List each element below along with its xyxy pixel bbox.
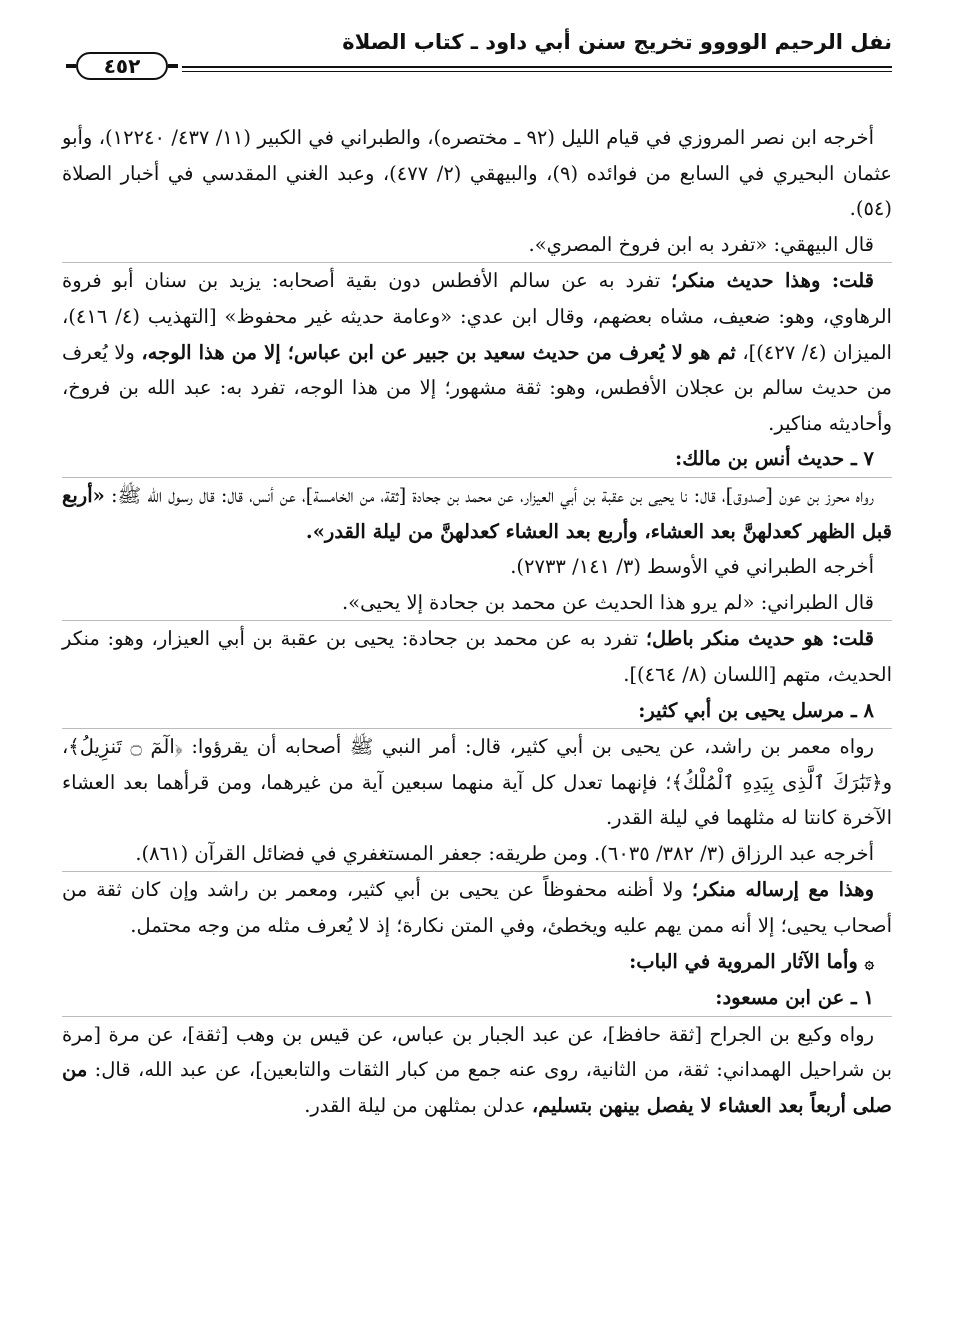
header-title: نفل الرحيم الوووو تخريج سنن أبي داود ـ كتاب الصلاة (342, 30, 892, 54)
header-rule (62, 66, 892, 72)
section-heading (62, 693, 892, 729)
paragraph (62, 585, 892, 621)
paragraph-text: تفرد به عن سالم الأفطس دون بقية أصحابه: يزيد بن سنان أبو فروة الرهاوي، وهو: ضعيف، مشاه بعضهم، وقال ابن عدي: «وعامة حديثه غير محفوظ» [التهذيب (٤/ ٤١٦)، الميزان (٤/ ٤٢٧)]، (62, 269, 892, 364)
paragraph-text: عدلن بمثلهن من ليلة القدر. (304, 1094, 532, 1118)
paragraph-text: قال الطبراني: «لم يرو هذا الحديث عن محمد بن جحادة إلا يحيى». (341, 590, 874, 614)
paragraph (62, 836, 892, 872)
hadith-text: «أربع قبل الظهر كعدلهنَّ بعد العشاء، وأربع بعد العشاء كعدلهنَّ من ليلة القدر». (62, 483, 892, 543)
bold-statement: من صلى أربعاً بعد العشاء لا يفصل بينهن بتسليم، (62, 1058, 892, 1118)
paragraph (62, 227, 892, 263)
paragraph (62, 1017, 892, 1124)
heading-text: وأما الآثار المروية في الباب: (629, 949, 858, 973)
paragraph (62, 120, 892, 227)
ornament-star-icon: ۞ (864, 952, 874, 972)
section-heading (62, 441, 892, 477)
paragraph-text: أخرجه ابن نصر المروزي في قيام الليل (٩٢ ـ مختصره)، والطبراني في الكبير (١١/ ٤٣٧/ ١٢٢٤٠)، وأبو عثمان البحيري في السابع من فوائده (٩)، والبيهقي (٢/ ٤٧٧)، وعبد الغني المقدسي في أخبار الصلاة (٥٤). (62, 126, 892, 221)
bold-statement: وهذا مع إرساله منكر؛ (691, 878, 874, 902)
bold-statement: قلت: وهذا حديث منكر؛ (671, 269, 874, 293)
paragraph-text: أخرجه الطبراني في الأوسط (٣/ ١٤١/ ٢٧٣٣). (510, 555, 874, 579)
paragraph (62, 729, 892, 836)
paragraph-text: قال البيهقي: «تفرد به ابن فروخ المصري». (528, 232, 874, 256)
paragraph (62, 872, 892, 943)
body-text (62, 120, 892, 1124)
section-heading (62, 980, 892, 1016)
paragraph (62, 478, 892, 549)
page-number: ٤٥٢ (76, 52, 168, 80)
heading-text: ١ ـ عن ابن مسعود: (715, 986, 874, 1010)
heading-text: ٧ ـ حديث أنس بن مالك: (675, 447, 874, 471)
paragraph-text: ولا أظنه محفوظاً عن يحيى بن أبي كثير، ومعمر بن راشد وإن كان ثقة من أصحاب يحيى؛ إلا أنه ممن يهم عليه ويخطئ، وفي المتن نكارة؛ إذ لا يُعرف مثله من وجه محتمل. (62, 878, 892, 938)
bold-statement: قلت: هو حديث منكر باطل؛ (645, 627, 874, 651)
bold-statement: ثم هو لا يُعرف من حديث سعيد بن جبير عن ابن عباس؛ إلا من هذا الوجه، (141, 340, 736, 364)
paragraph (62, 621, 892, 692)
paragraph (62, 263, 892, 441)
paragraph-text: رواه وكيع بن الجراح [ثقة حافظ]، عن عبد الجبار بن عباس، عن قيس بن وهب [ثقة]، عن مرة [مرة بن شراحيل الهمداني: ثقة، من الثانية، روى عنه جمع من كبار الثقات والتابعين]، عن عبد الله، قال: (62, 1022, 892, 1082)
paragraph-text: ولا يُعرف من حديث سالم بن عجلان الأفطس، وهو: ثقة مشهور؛ إلا من هذا الوجه، تفرد به: عبد الله بن فروخ، وأحاديثه مناكير. (62, 340, 892, 435)
running-header (62, 22, 892, 80)
paragraph (62, 549, 892, 585)
paragraph-text: رواه معمر بن راشد، عن يحيى بن أبي كثير، قال: أمر النبي ﷺ أصحابه أن يقرؤوا: ﴿الٓمٓ ۝ تَنزِيلُ﴾، و﴿تَبَٰرَكَ ٱلَّذِى بِيَدِهِ ٱلْمُلْكُ﴾؛ فإنهما تعدل كل آية منهما سبعين آية من غيرهما، ومن قرأهما بعد العشاء الآخرة كانتا له مثلهما في ليلة القدر. (62, 735, 892, 830)
section-heading (62, 944, 892, 981)
paragraph-text: تفرد به عن محمد بن جحادة: يحيى بن عقبة بن أبي العيزار، وهو: منكر الحديث، متهم [اللسان (٨/ ٤٦٤)]. (62, 627, 892, 686)
page-number-ornament (62, 50, 182, 84)
paragraph-text: رواه محرز بن عون [صدوق]، قال: نا يحيى بن عقبة بن أبي العيزار، عن محمد بن جحادة [ثقة، من الخامسة]، عن أنس، قال: قال رسول الله ﷺ: (104, 483, 874, 507)
paragraph-text: أخرجه عبد الرزاق (٣/ ٣٨٢/ ٦٠٣٥). ومن طريقه: جعفر المستغفري في فضائل القرآن (٨٦١). (135, 841, 874, 865)
heading-text: ٨ ـ مرسل يحيى بن أبي كثير: (638, 698, 874, 722)
